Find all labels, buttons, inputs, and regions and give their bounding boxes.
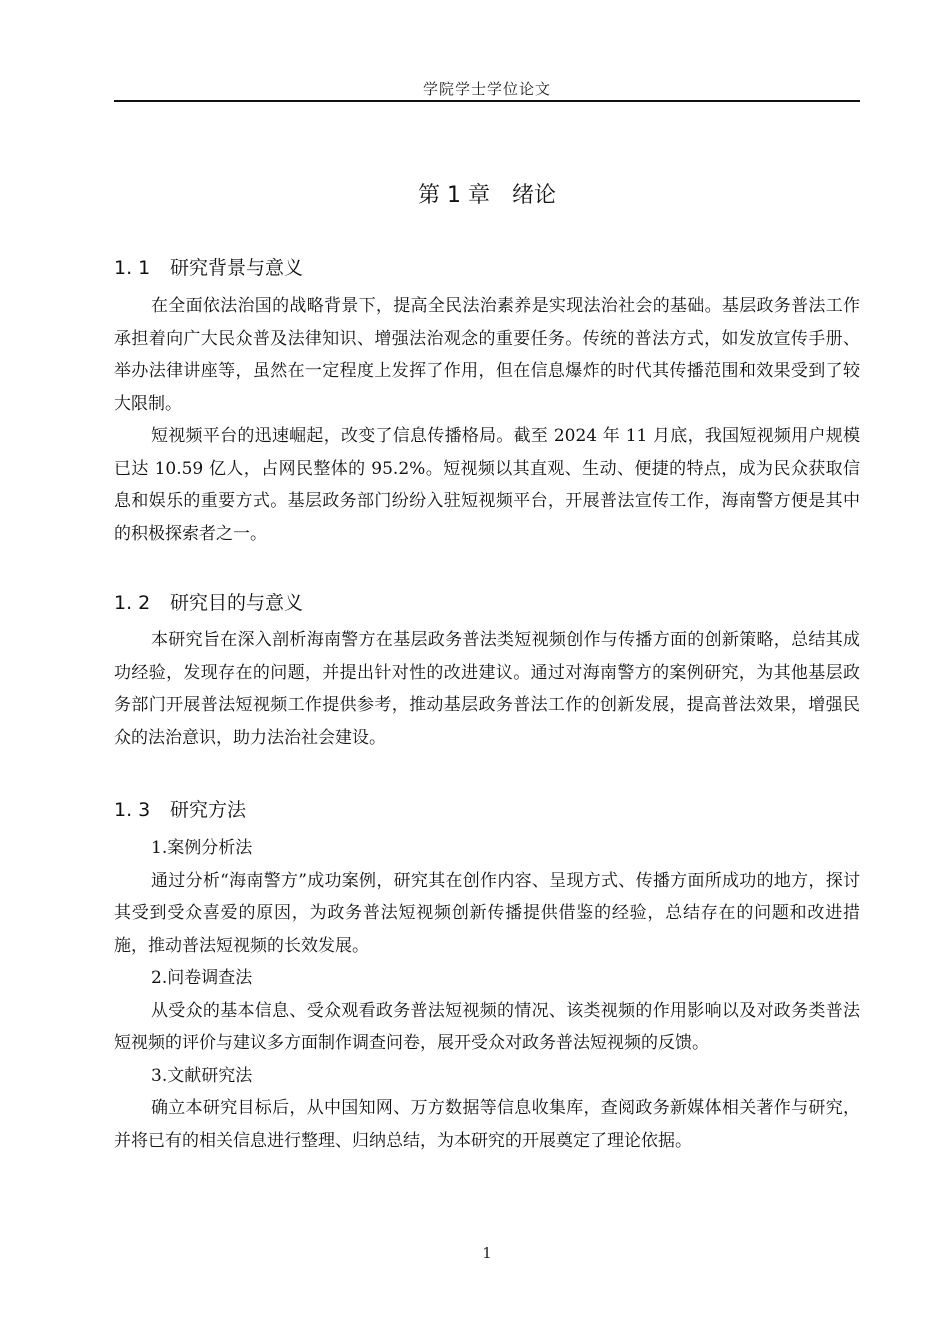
section-number: 1. 3 <box>114 799 151 821</box>
section-heading-1-1 <box>114 253 860 280</box>
paragraph: 通过分析“海南警方”成功案例，研究其在创作内容、呈现方式、传播方面所成功的地方，探讨其受到受众喜爱的原因，为政务普法短视频创新传播提供借鉴的经验，总结存在的问题和改进措施，推动普法短视频的长效发展。 <box>114 870 860 956</box>
paragraph: 确立本研究目标后，从中国知网、万方数据等信息收集库，查阅政务新媒体相关著作与研究，并将已有的相关信息进行整理、归纳总结，为本研究的开展奠定了理论依据。 <box>114 1098 860 1151</box>
section-title: 研究背景与意义 <box>170 257 304 279</box>
section-heading-1-3 <box>114 795 860 822</box>
section-heading-1-2 <box>114 588 860 615</box>
section-title: 研究方法 <box>170 799 247 821</box>
chapter-number: 第 1 章 <box>418 183 490 208</box>
paragraph: 本研究旨在深入剖析海南警方在基层政务普法类短视频创作与传播方面的创新策略，总结其成功经验，发现存在的问题，并提出针对性的改进建议。通过对海南警方的案例研究，为其他基层政务部门开展普法短视频工作提供参考，推动基层政务普法工作的创新发展，提高普法效果，增强民众的法治意识，助力法治社会建设。 <box>114 630 860 748</box>
header-rule <box>114 100 860 102</box>
method-item-heading: 1.案例分析法 <box>151 838 253 858</box>
paragraph: 从受众的基本信息、受众观看政务普法短视频的情况、该类视频的作用影响以及对政务类普法短视频的评价与建议多方面制作调查问卷，展开受众对政务普法短视频的反馈。 <box>114 1000 860 1053</box>
page-number: 1 <box>482 1244 492 1262</box>
chapter-name: 绪论 <box>511 183 556 208</box>
section-body-1-2 <box>114 624 860 754</box>
chapter-title <box>114 178 860 209</box>
method-item-heading: 2.问卷调查法 <box>151 968 253 988</box>
method-item-heading: 3.文献研究法 <box>151 1065 253 1086</box>
section-body-1-3 <box>114 832 860 1157</box>
section-number: 1. 1 <box>114 257 151 279</box>
section-body-1-1 <box>114 290 860 550</box>
paragraph: 短视频平台的迅速崛起，改变了信息传播格局。截至 2024 年 11 月底，我国短视频用户规模已达 10.59 亿人，占网民整体的 95.2%。短视频以其直观、生动、便捷的特点，成为民众获取信息和娱乐的重要方式。基层政务部门纷纷入驻短视频平台，开展普法宣传工作，海南警方便是其中的积极探索者之一。 <box>114 426 860 544</box>
running-header: 学院学士学位论文 <box>422 80 551 98</box>
section-title: 研究目的与意义 <box>170 592 304 614</box>
section-number: 1. 2 <box>114 592 151 614</box>
paragraph: 在全面依法治国的战略背景下，提高全民法治素养是实现法治社会的基础。基层政务普法工作承担着向广大民众普及法律知识、增强法治观念的重要任务。传统的普法方式，如发放宣传手册、举办法律讲座等，虽然在一定程度上发挥了作用，但在信息爆炸的时代其传播范围和效果受到了较大限制。 <box>114 296 860 414</box>
